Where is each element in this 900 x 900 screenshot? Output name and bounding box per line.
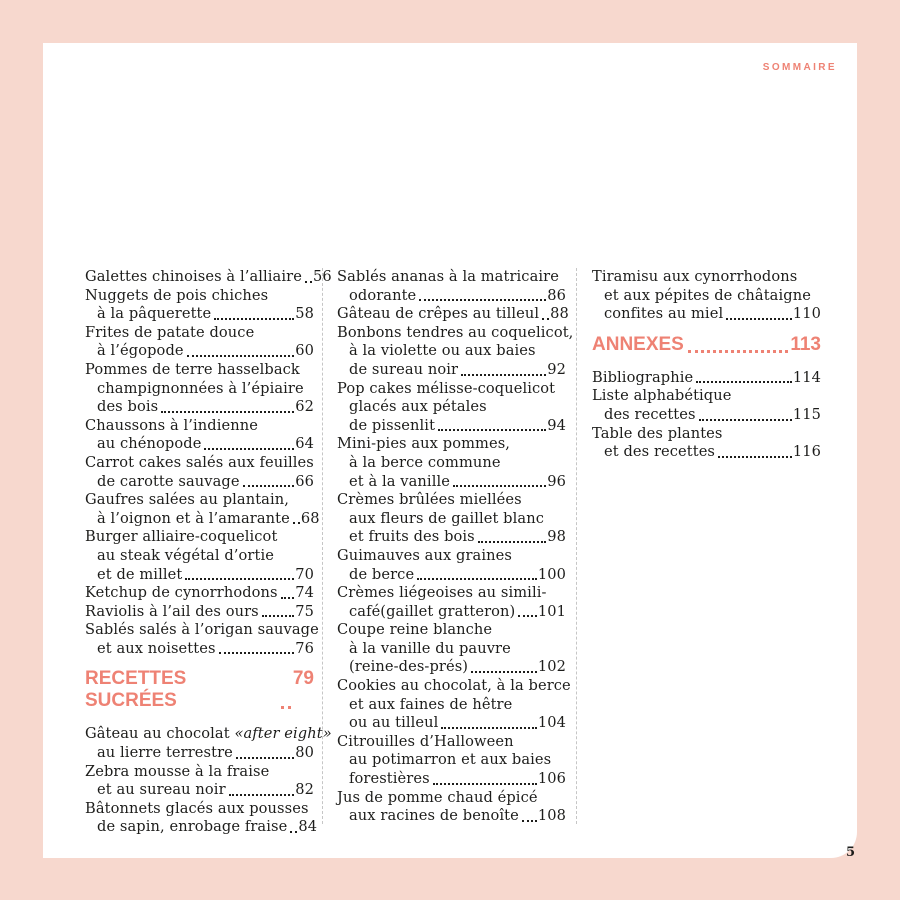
toc-entry-text: Chaussons à l’indienne	[85, 416, 258, 434]
toc-entry-text: et aux faines de hêtre	[349, 695, 513, 713]
toc-line	[337, 361, 566, 380]
toc-line	[85, 361, 314, 380]
dot-leader	[187, 355, 295, 357]
dot-leader	[219, 652, 295, 654]
toc-line	[85, 744, 314, 763]
toc-entry-text: ou au tilleul	[349, 714, 439, 732]
toc-entry-page: 94	[547, 416, 566, 434]
toc-line	[85, 566, 314, 585]
toc-entry-text: odorante	[349, 286, 417, 304]
toc-entry-text: et de millet	[97, 565, 183, 583]
dot-leader	[461, 374, 546, 376]
dot-leader	[471, 671, 537, 673]
toc-line	[337, 398, 566, 417]
section-heading	[85, 668, 314, 712]
toc-line	[592, 406, 821, 425]
toc-line	[337, 566, 566, 585]
toc-entry-text: Jus de pomme chaud épicé	[337, 788, 538, 806]
dot-leader	[441, 727, 536, 729]
toc-entry-page: 82	[295, 781, 314, 799]
dot-leader	[290, 831, 297, 833]
toc-entry-page: 76	[295, 639, 314, 657]
toc-entry-text: Tiramisu aux cynorrhodons	[592, 268, 798, 285]
toc-line	[85, 268, 332, 287]
toc-entry-page: 58	[295, 305, 314, 323]
toc-line	[592, 387, 821, 406]
toc-entry-page: 92	[547, 360, 566, 378]
dot-leader	[433, 783, 537, 785]
dot-leader	[204, 448, 294, 450]
toc-entry-page: 60	[295, 342, 314, 360]
dot-leader	[243, 485, 295, 487]
toc-entry-text: Crèmes liégeoises au simili-	[337, 584, 547, 602]
dot-leader	[281, 706, 291, 709]
dot-leader	[518, 615, 537, 617]
toc-entry-page: 102	[537, 658, 566, 676]
toc-line	[337, 696, 566, 715]
toc-line	[85, 380, 314, 399]
book-page	[43, 43, 857, 858]
toc-entry-page: 98	[547, 528, 566, 546]
dot-leader	[718, 456, 792, 458]
toc-line	[85, 763, 314, 782]
toc-line	[85, 818, 318, 837]
toc-entry-text: Liste alphabétique	[592, 387, 732, 405]
toc-entry-text: champignonnées à l’épiaire	[97, 379, 304, 397]
section-heading-page: 113	[790, 333, 821, 355]
toc-line	[85, 640, 314, 659]
toc-entry-page: 88	[550, 305, 569, 323]
toc-entry-page: 114	[792, 368, 821, 386]
toc-line	[85, 342, 314, 361]
toc-entry-text: de carotte sauvage	[97, 472, 240, 490]
toc-line	[85, 584, 314, 603]
toc-line	[337, 268, 566, 287]
toc-column-2	[337, 268, 574, 826]
toc-line	[85, 725, 332, 744]
toc-entry-page: 96	[547, 472, 566, 490]
toc-entry-page: 84	[298, 818, 318, 836]
toc-entry-text: Coupe reine blanche	[337, 621, 493, 639]
toc-entry-text: aux racines de benoîte	[349, 807, 519, 825]
toc-line	[85, 454, 314, 473]
dot-leader	[293, 522, 300, 524]
dot-leader	[419, 299, 546, 301]
toc-line	[337, 491, 566, 510]
section-heading-title: RECETTES SUCRÉES	[85, 668, 187, 712]
toc-column-1	[85, 268, 332, 837]
toc-entry-text: Cookies au chocolat, à la berce	[337, 677, 571, 695]
toc-entry-text: à la violette ou aux baies	[349, 342, 536, 360]
toc-line	[337, 380, 566, 399]
toc-entry-page: 70	[295, 565, 314, 583]
dot-leader	[522, 820, 537, 822]
toc-line	[85, 781, 314, 800]
toc-line	[85, 435, 314, 454]
dot-leader	[214, 318, 294, 320]
toc-entry-text: Frites de patate douce	[85, 323, 255, 341]
column-divider-1	[322, 268, 323, 824]
toc-line	[337, 528, 566, 547]
toc-entry-text: au potimarron et aux baies	[349, 751, 552, 769]
dot-leader	[699, 419, 792, 421]
toc-entry-text: Mini-pies aux pommes,	[337, 435, 511, 453]
dot-leader	[305, 281, 312, 283]
toc-entry-text: à la vanille du pauvre	[349, 639, 511, 657]
toc-entry-text: Ketchup de cynorrhodons	[85, 584, 278, 602]
toc-entry-text: aux fleurs de gaillet blanc	[349, 509, 544, 527]
toc-entry-text: Carrot cakes salés aux feuilles	[85, 453, 314, 471]
toc-entry-text: Gâteau au chocolat	[85, 725, 235, 743]
toc-entry-text: Raviolis à l’ail des ours	[85, 602, 259, 620]
section-heading-page: 79	[292, 668, 314, 690]
toc-line	[337, 435, 566, 454]
toc-line	[592, 369, 821, 388]
toc-entry-page: 116	[792, 443, 821, 461]
toc-line	[337, 733, 566, 752]
dot-leader	[688, 350, 788, 353]
toc-entry-page: 104	[537, 714, 566, 732]
toc-entry-text: Bibliographie	[592, 368, 694, 386]
toc-entry-text: Burger alliaire-coquelicot	[85, 528, 278, 546]
toc-entry-text: confites au miel	[604, 305, 724, 323]
toc-entry-text: et au sureau noir	[97, 781, 226, 799]
dot-leader	[542, 318, 549, 320]
dot-leader	[281, 597, 295, 599]
toc-entry-text: des recettes	[604, 405, 696, 423]
dot-leader	[161, 411, 294, 413]
toc-line	[85, 417, 314, 436]
toc-line	[85, 603, 314, 622]
toc-entry-text: au steak végétal d’ortie	[97, 546, 274, 564]
column-divider-2	[576, 268, 577, 824]
toc-entry-text: Bonbons tendres au coquelicot,	[337, 323, 574, 341]
toc-line	[337, 510, 566, 529]
toc-entry-text: des bois	[97, 398, 159, 416]
toc-entry-text: Guimauves aux graines	[337, 546, 512, 564]
toc-line	[85, 509, 320, 529]
toc-entry-page: 106	[537, 770, 566, 788]
toc-entry-text: au lierre terrestre	[97, 744, 233, 762]
toc-line	[85, 491, 314, 510]
dot-leader	[185, 578, 294, 580]
toc-line	[85, 398, 314, 417]
toc-entry-page: 108	[537, 807, 566, 825]
toc-entry-text: Crèmes brûlées miellées	[337, 491, 522, 509]
toc-line	[592, 425, 821, 444]
toc-entry-text: Gâteau de crêpes au tilleul	[337, 305, 540, 323]
toc-line	[85, 324, 314, 343]
toc-entry-text: Gaufres salées au plantain,	[85, 491, 289, 509]
dot-leader	[478, 541, 546, 543]
toc-entry-text: Bâtonnets glacés aux pousses	[85, 799, 309, 817]
toc-line	[592, 443, 821, 462]
toc-entry-text: et fruits des bois	[349, 528, 475, 546]
page-number: 5	[846, 845, 856, 860]
dot-leader	[438, 429, 546, 431]
toc-entry-text: de sapin, enrobage fraise	[97, 818, 288, 836]
toc-entry-text: à la berce commune	[349, 453, 501, 471]
toc-entry-text: et des recettes	[604, 443, 716, 461]
toc-entry-page: 110	[792, 305, 821, 323]
dot-leader	[696, 381, 792, 383]
toc-line	[592, 268, 821, 287]
toc-line	[85, 621, 319, 640]
toc-entry-text: forestières	[349, 770, 430, 788]
running-head: SOMMAIRE	[762, 62, 837, 73]
toc-line	[337, 807, 566, 826]
toc-entry-page: 75	[295, 602, 314, 620]
toc-entry-text: de berce	[349, 565, 415, 583]
section-heading	[592, 334, 821, 356]
toc-line	[337, 640, 566, 659]
toc-line	[337, 547, 566, 566]
toc-line	[337, 751, 566, 770]
toc-entry-page: 62	[295, 398, 314, 416]
toc-entry-page: 56	[312, 268, 332, 285]
toc-line	[337, 789, 566, 808]
toc-line	[337, 323, 574, 343]
toc-line	[592, 287, 821, 306]
dot-leader	[417, 578, 537, 580]
toc-entry-page: 68	[300, 509, 320, 527]
toc-entry-text: Table des plantes	[592, 424, 723, 442]
dot-leader	[453, 485, 546, 487]
toc-line	[85, 547, 314, 566]
toc-entry-text: à l’oignon et à l’amarante	[97, 509, 290, 527]
toc-line	[337, 342, 566, 361]
toc-entry-text: et aux pépites de châtaigne	[604, 286, 811, 304]
toc-entry-text: de pissenlit	[349, 416, 436, 434]
toc-entry-text: de sureau noir	[349, 360, 459, 378]
toc-entry-text: (reine-des-prés)	[349, 658, 469, 676]
toc-line	[337, 621, 566, 640]
toc-entry-text: et à la vanille	[349, 472, 450, 490]
toc-entry-text: à l’égopode	[97, 342, 184, 360]
toc-entry-page: 115	[792, 405, 821, 423]
toc-line	[337, 287, 566, 306]
toc-entry-page: 80	[295, 744, 314, 762]
toc-entry-text: Galettes chinoises à l’alliaire	[85, 268, 302, 285]
toc-entry-text: Sablés salés à l’origan sauvage	[85, 621, 319, 639]
toc-entry-text: café(gaillet gratteron)	[349, 602, 516, 620]
toc-line	[337, 473, 566, 492]
toc-entry-text: Sablés ananas à la matricaire	[337, 268, 559, 285]
toc-entry-text: au chénopode	[97, 435, 202, 453]
toc-entry-text: à la pâquerette	[97, 305, 212, 323]
toc-column-3	[592, 268, 821, 462]
toc-line	[337, 584, 566, 603]
toc-entry-page: 66	[295, 472, 314, 490]
dot-leader	[262, 615, 294, 617]
toc-entry-text: Pommes de terre hasselback	[85, 360, 300, 378]
toc-line	[337, 770, 566, 789]
toc-entry-text: Citrouilles d’Halloween	[337, 732, 514, 750]
toc-line	[85, 528, 314, 547]
toc-entry-text: Zebra mousse à la fraise	[85, 762, 270, 780]
toc-line	[592, 305, 821, 324]
toc-line	[337, 454, 566, 473]
toc-entry-page: 86	[547, 286, 566, 304]
toc-entry-page: 101	[537, 602, 566, 620]
toc-line	[85, 287, 314, 306]
dot-leader	[236, 757, 294, 759]
toc-line	[85, 305, 314, 324]
toc-line	[337, 603, 566, 622]
toc-entry-page: 74	[295, 584, 314, 602]
dot-leader	[726, 318, 792, 320]
toc-entry-text: Pop cakes mélisse-coquelicot	[337, 379, 556, 397]
toc-entry-text: glacés aux pétales	[349, 398, 487, 416]
toc-entry-page: 64	[295, 435, 314, 453]
section-heading-title: ANNEXES	[592, 333, 684, 355]
toc-line	[85, 473, 314, 492]
toc-entry-text-italic: «after eight»	[234, 725, 332, 743]
toc-entry-text: et aux noisettes	[97, 639, 216, 657]
toc-entry-page: 100	[537, 565, 566, 583]
dot-leader	[229, 794, 295, 796]
toc-line	[85, 800, 314, 819]
toc-line	[337, 305, 569, 324]
toc-line	[337, 677, 571, 696]
toc-line	[337, 417, 566, 436]
toc-entry-text: Nuggets de pois chiches	[85, 286, 269, 304]
toc-line	[337, 658, 566, 677]
toc-line	[337, 714, 566, 733]
